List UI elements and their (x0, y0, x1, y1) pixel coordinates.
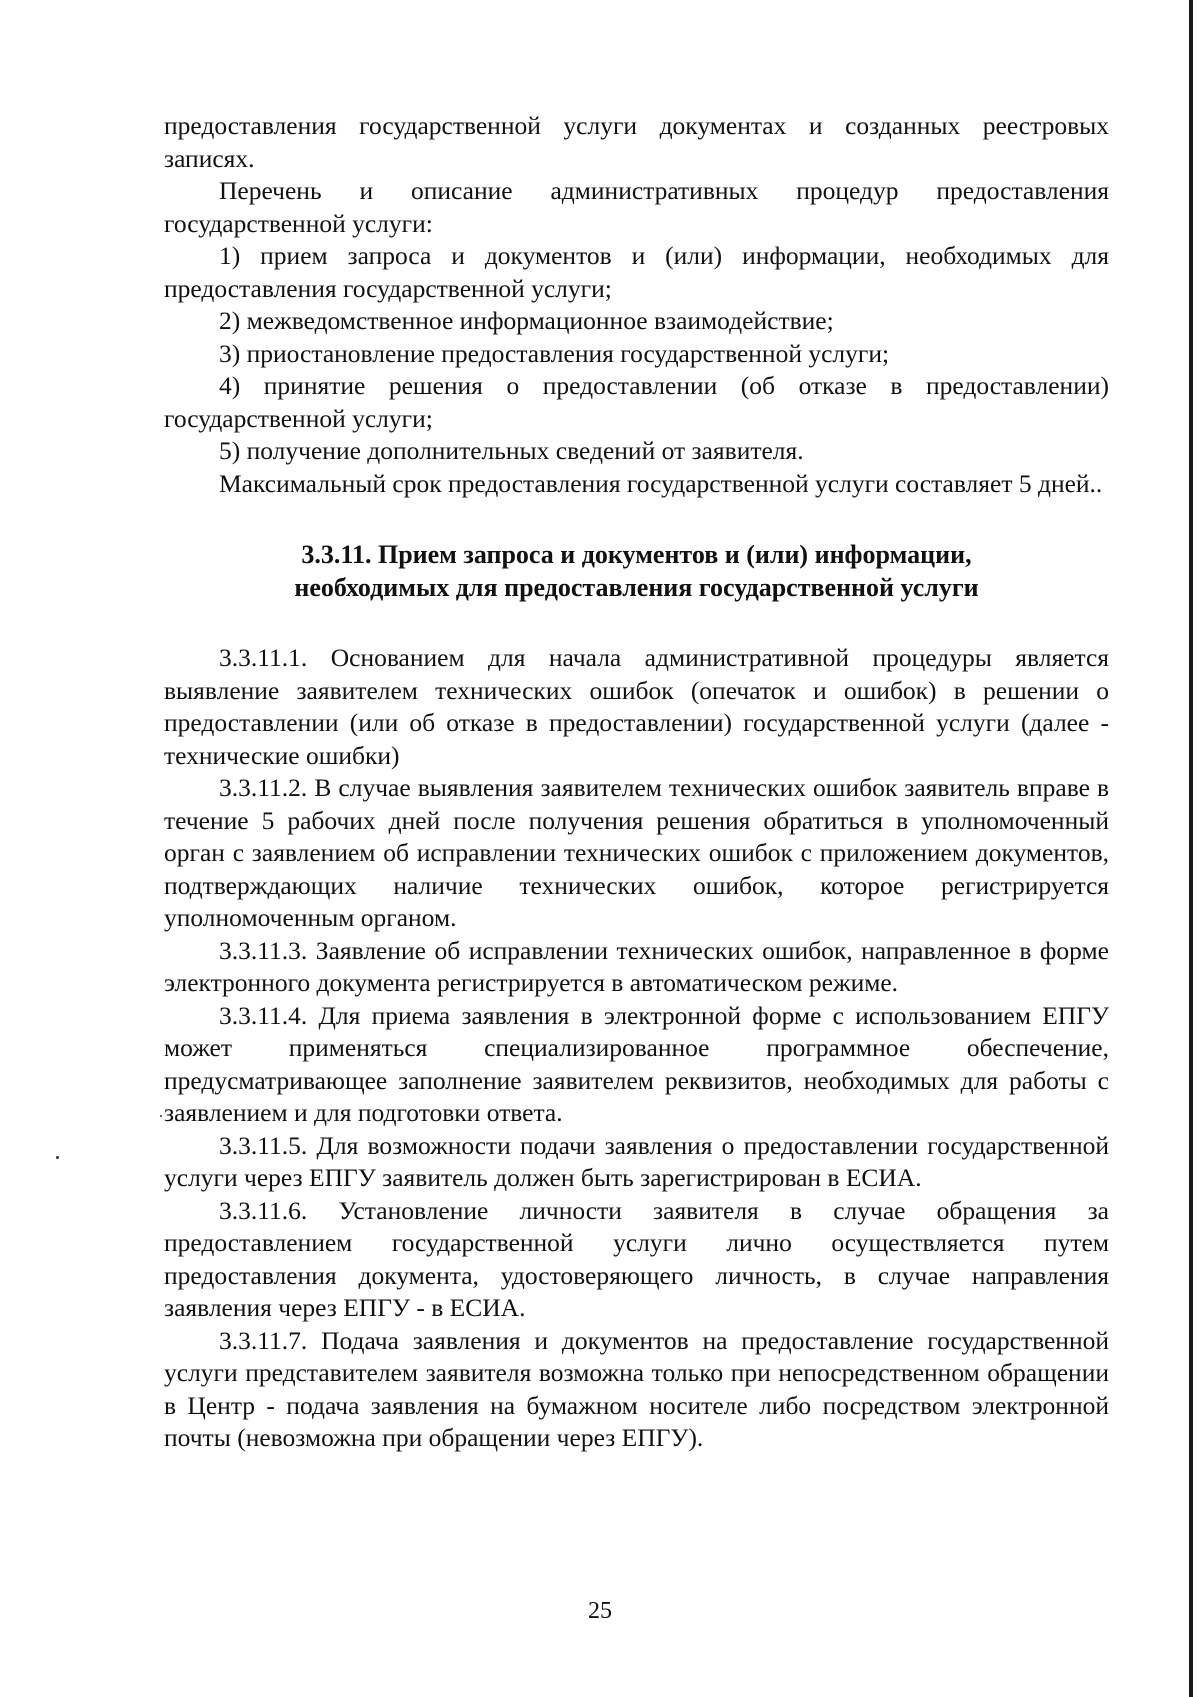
procedure-item: 2) межведомственное информационное взаимодействие; (219, 306, 834, 335)
section-heading-line: 3.3.11. Прием запроса и документов и (или) информации, (301, 540, 972, 569)
clause-paragraph: 3.3.11.1. Основанием для начала административной процедуры является выявление заявителем технических ошибок (опечаток и ошибок) в решении о предоставлении (или об отказе в предоставлении) государственной услуги (далее - технические ошибки) (164, 643, 1109, 770)
max-term-paragraph: Максимальный срок предоставления государственной услуги составляет 5 дней.. (219, 468, 1103, 498)
procedures-intro: Перечень и описание административных процедур предоставления государственной услуги: (164, 176, 1109, 238)
scan-speck (160, 1115, 162, 1117)
procedure-item: 3) приостановление предоставления государственной услуги; (219, 338, 890, 368)
clause-paragraph: 3.3.11.5. Для возможности подачи заявления о предоставлении государственной услуги через ЕПГУ заявитель должен быть зарегистрирован в ЕСИА. (164, 1130, 1109, 1192)
clause-paragraph: 3.3.11.3. Заявление об исправлении технических ошибок, направленное в форме электронного документа регистрируется в автоматическом режиме. (164, 935, 1109, 997)
section-heading-line: необходимых для предоставления государственной услуги (294, 573, 979, 602)
page-number: 25 (588, 1598, 612, 1624)
scan-speck (56, 1156, 59, 1159)
clause-paragraph: 3.3.11.4. Для приема заявления в электронной форме с использованием ЕПГУ может применяться специализированное программное обеспечение, предусматривающее заполнение заявителем реквизитов, необходимых для работы с заявлением и для подготовки ответа. (164, 1000, 1109, 1127)
document-body (164, 110, 1109, 1455)
clause-paragraph: 3.3.11.6. Установление личности заявителя в случае обращения за предоставлением государственной услуги лично осуществляется путем предоставления документа, удостоверяющего личность, в случае направления заявления через ЕПГУ - в ЕСИА. (164, 1195, 1109, 1322)
lead-line-1: предоставления государственной услуги документах и созданных реестровых (164, 111, 1109, 140)
clause-paragraph: 3.3.11.7. Подача заявления и документов на предоставление государственной услуги представителем заявителя возможна только при непосредственном обращении в Центр - подача заявления на бумажном носителе либо посредством электронной почты (невозможна при обращении через ЕПГУ). (164, 1325, 1109, 1452)
procedure-item: 5) получение дополнительных сведений от заявителя. (219, 436, 804, 465)
lead-line-2: записях. (164, 143, 255, 173)
procedure-item: 4) принятие решения о предоставлении (об отказе в предоставлении) государственной услуги; (164, 371, 1109, 433)
clause-paragraph: 3.3.11.2. В случае выявления заявителем технических ошибок заявитель вправе в течение 5 рабочих дней после получения решения обратиться в уполномоченный орган с заявлением об исправлении технических ошибок с приложением документов, подтверждающих наличие технических ошибок, которое регистрируется уполномоченным органом. (164, 773, 1109, 932)
section-heading (164, 538, 1109, 604)
scan-edge-line (1189, 0, 1193, 1697)
procedure-item: 1) прием запроса и документов и (или) информации, необходимых для предоставления государственной услуги; (164, 241, 1109, 303)
